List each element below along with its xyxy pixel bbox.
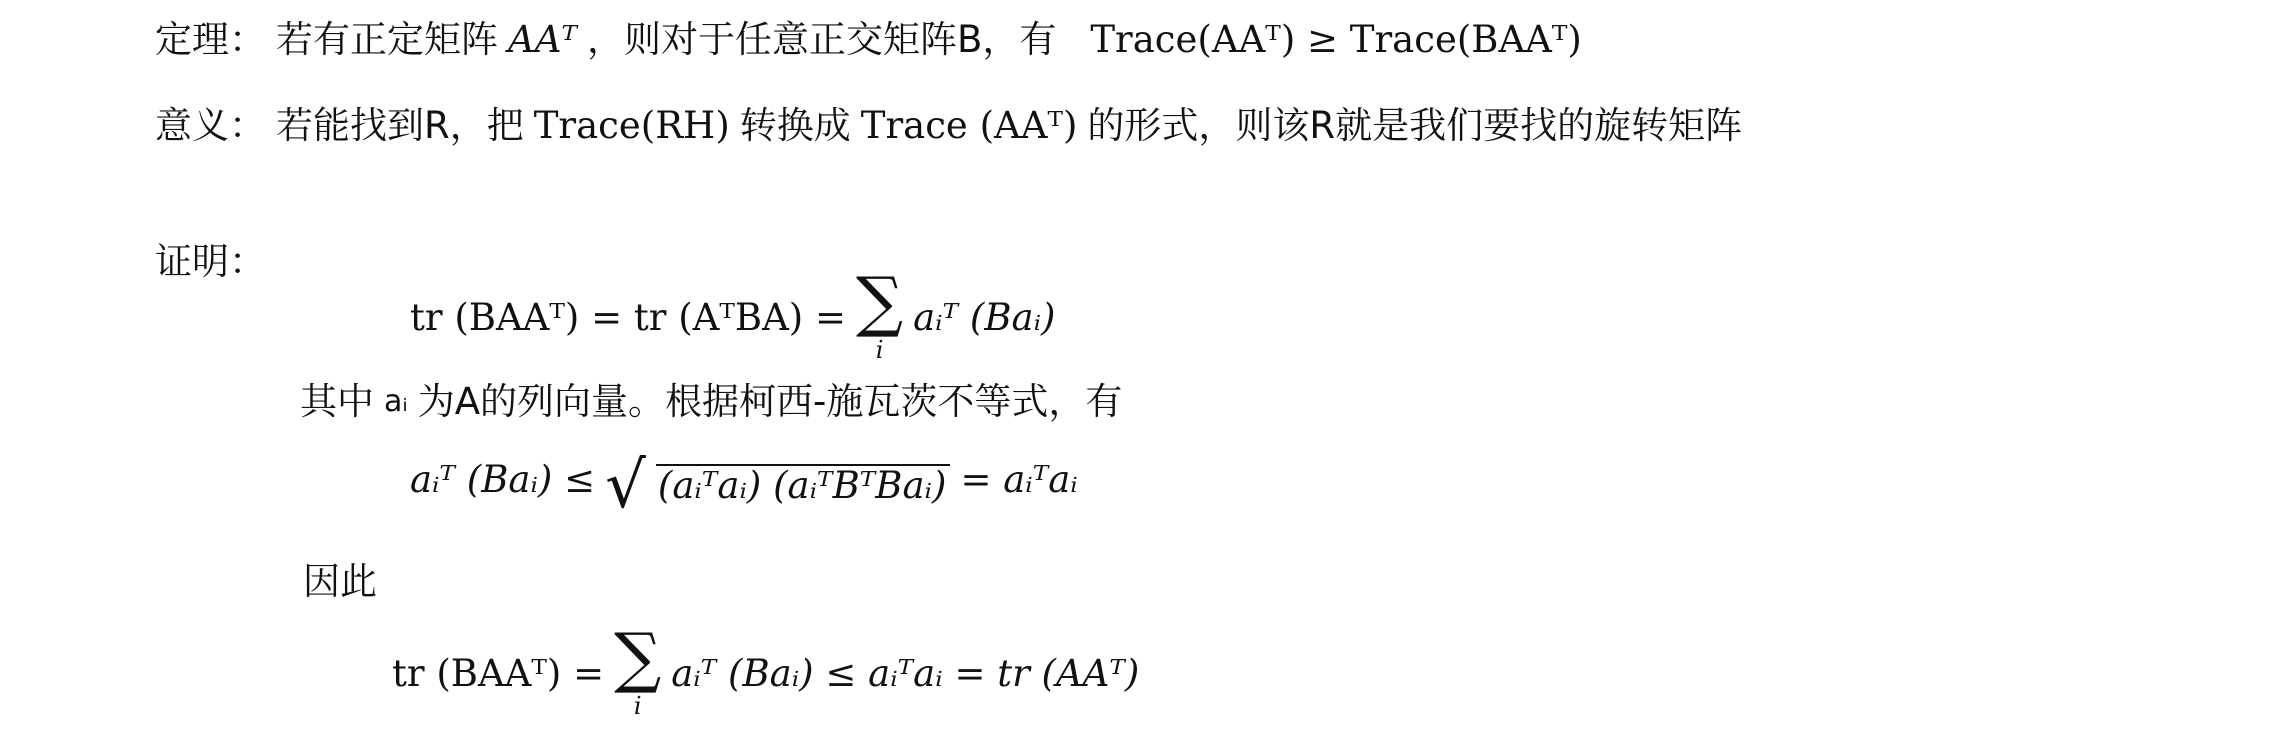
- eq1-right: aᵢᵀ (Baᵢ): [913, 295, 1056, 339]
- eq1-sum-index: i: [875, 336, 884, 365]
- eq1-sum-symbol: ∑: [856, 263, 904, 340]
- text-ai: aᵢ: [384, 384, 408, 420]
- text-therefore: 因此: [303, 560, 377, 603]
- eq3-right: aᵢᵀ (Baᵢ) ≤ aᵢᵀaᵢ = tr (AAᵀ): [671, 651, 1140, 695]
- meaning-text-3: 的形式，则该R就是我们要找的旋转矩阵: [1087, 104, 1743, 147]
- equation-3: [392, 619, 1140, 721]
- eq2-right: = aᵢᵀaᵢ: [960, 458, 1078, 502]
- eq2-radicand: (aᵢᵀaᵢ) (aᵢᵀBᵀBaᵢ): [656, 464, 951, 507]
- theorem-math-aat: AAᵀ: [508, 17, 577, 61]
- equation-1: [410, 263, 1056, 365]
- theorem-text-1: 若有正定矩阵: [276, 18, 498, 61]
- meaning-label: 意义：: [155, 104, 266, 147]
- cauchy-line: [300, 380, 1122, 424]
- eq3-left: tr (BAAᵀ) =: [392, 651, 605, 695]
- eq2-sqrt-symbol: √: [605, 449, 646, 523]
- eq3-sum-symbol: ∑: [614, 619, 662, 696]
- therefore-line: [303, 560, 377, 604]
- eq2-left: aᵢᵀ (Baᵢ) ≤: [410, 458, 596, 502]
- eq1-left: tr (BAAᵀ) = tr (AᵀBA) =: [410, 295, 846, 339]
- text-where: 其中: [300, 380, 374, 423]
- proof-label-line: [155, 240, 266, 284]
- meaning-math-trace-aat: Trace (AAᵀ): [860, 103, 1078, 147]
- meaning-line: [155, 104, 1742, 148]
- text-cauchy: 为A的列向量。根据柯西-施瓦茨不等式，有: [417, 380, 1123, 423]
- eq3-sum-index: i: [633, 692, 642, 721]
- eq2-sqrt: [605, 449, 950, 523]
- theorem-math-inequality: Trace(AAᵀ) ≥ Trace(BAAᵀ): [1090, 17, 1582, 61]
- meaning-math-trace-rh: Trace(RH): [533, 103, 730, 147]
- theorem-text-2: ，则对于任意正交矩阵B，有: [586, 18, 1057, 61]
- eq1-sum: [856, 263, 904, 365]
- theorem-line: [155, 18, 1582, 62]
- meaning-text-1: 若能找到R，把: [276, 104, 524, 147]
- proof-label: 证明：: [155, 240, 266, 283]
- equation-2: [410, 449, 1078, 523]
- eq3-sum: [614, 619, 662, 721]
- theorem-label: 定理：: [155, 18, 266, 61]
- meaning-text-2: 转换成: [739, 104, 851, 147]
